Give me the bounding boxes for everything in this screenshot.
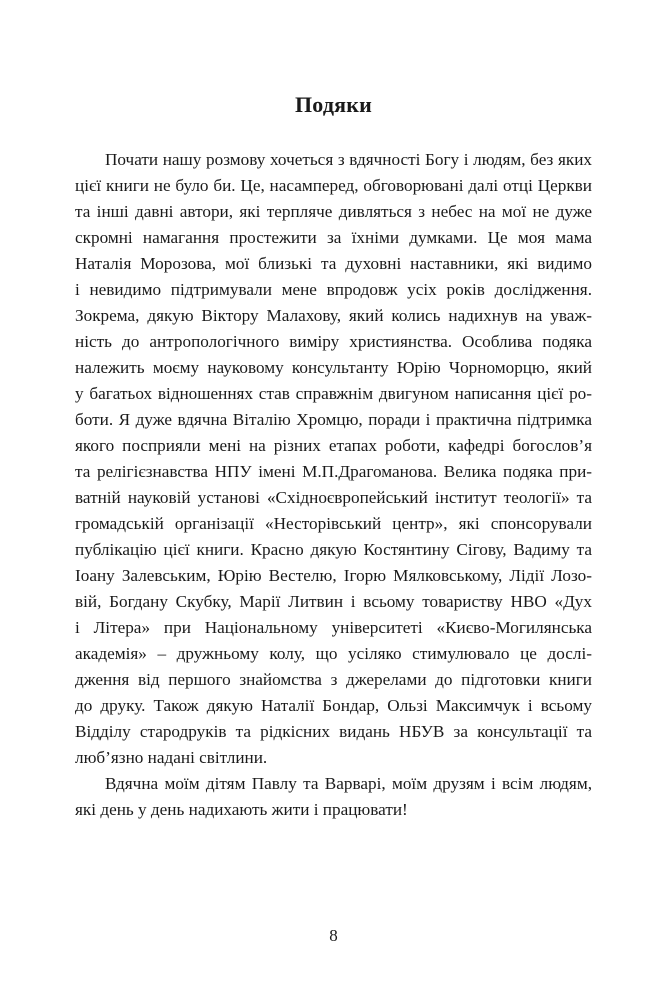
- text-line: ність до антропологічного виміру християнства. Особлива подяка: [75, 332, 592, 351]
- text-line: до друку. Також дякую Наталії Бондар, Ользі Максимчук і всьому: [75, 696, 592, 715]
- text-line: скромні намагання простежити за їхніми думками. Це моя мама: [75, 228, 592, 247]
- text-line: належить моєму науковому консультанту Юрію Чорноморцю, який: [75, 358, 592, 377]
- text-line: та релігієзнавства НПУ імені М.П.Драгоманова. Велика подяка при-: [75, 462, 592, 481]
- text-line: публікацію цієї книги. Красно дякую Костянтину Сігову, Вадиму та: [75, 540, 592, 559]
- text-line: Наталія Морозова, мої близькі та духовні наставники, які видимо: [75, 254, 592, 273]
- text-line: ватній науковій установі «Східноєвропейський інститут теології» та: [75, 488, 592, 507]
- text-line: боти. Я дуже вдячна Віталію Хромцю, поради і практична підтримка: [75, 410, 592, 429]
- text-line: у багатьох відношеннях став справжнім двигуном написання цієї ро-: [75, 384, 592, 403]
- text-line: Вдячна моїм дітям Павлу та Варварі, моїм друзям і всім людям,: [105, 774, 592, 793]
- page-title: Подяки: [294, 92, 373, 117]
- text-line: які день у день надихають жити і працювати!: [75, 800, 408, 819]
- paragraph-2: [75, 771, 592, 823]
- text-line: дження від першого знайомства з джерелами до підготовки книги: [75, 670, 592, 689]
- page-number: 8: [329, 926, 338, 945]
- text-line: Відділу стародруків та рідкісних видань НБУВ за консультації та: [75, 722, 592, 741]
- text-line: і невидимо підтримували мене впродовж усіх років дослідження.: [75, 280, 592, 299]
- text-line: і Літера» при Національному університеті «Києво-Могилянська: [75, 618, 592, 637]
- body-text: [75, 147, 592, 823]
- text-line: вій, Богдану Скубку, Марії Литвин і всьому товариству НВО «Дух: [75, 592, 592, 611]
- text-line: люб’язно надані світлини.: [75, 748, 268, 767]
- text-line: академія» – дружньому колу, що усіляко стимулювало це дослі-: [75, 644, 592, 663]
- paragraph-1: [75, 147, 592, 771]
- text-line: та інші давні автори, які терпляче дивляться з небес на мої не дуже: [75, 202, 592, 221]
- text-line: цієї книги не було би. Це, насамперед, обговорювані далі отці Церкви: [75, 176, 592, 195]
- text-line: якого посприяли мені на різних етапах роботи, кафедрі богослов’я: [75, 436, 592, 455]
- text-line: Іоану Залевським, Юрію Вестелю, Ігорю Мялковському, Лідії Лозо-: [75, 566, 592, 585]
- text-line: громадській організації «Несторівський центр», які спонсорували: [75, 514, 592, 533]
- text-line: Почати нашу розмову хочеться з вдячності Богу і людям, без яких: [105, 150, 592, 169]
- text-line: Зокрема, дякую Віктору Малахову, який колись надихнув на уваж-: [75, 306, 592, 325]
